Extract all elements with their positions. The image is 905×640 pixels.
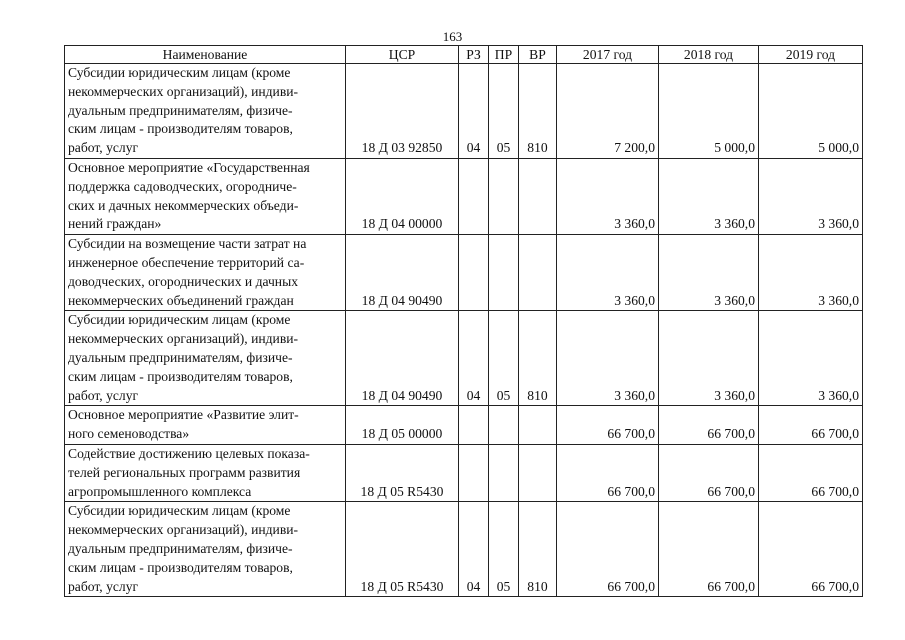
cell-name-line: работ, услуг bbox=[68, 140, 139, 156]
table-row bbox=[65, 64, 863, 159]
cell-csr: 18 Д 05 R5430 bbox=[346, 444, 459, 501]
cell-2018: 3 360,0 bbox=[659, 158, 759, 234]
cell-name bbox=[65, 311, 346, 406]
cell-csr: 18 Д 03 92850 bbox=[346, 64, 459, 159]
cell-vr bbox=[519, 444, 557, 501]
cell-2019: 66 700,0 bbox=[759, 502, 863, 597]
cell-rz: 04 bbox=[459, 311, 489, 406]
cell-rz: 04 bbox=[459, 502, 489, 597]
cell-csr: 18 Д 04 90490 bbox=[346, 311, 459, 406]
budget-table bbox=[64, 45, 863, 597]
column-header-2018: 2018 год bbox=[659, 46, 759, 64]
cell-name bbox=[65, 235, 346, 311]
cell-vr: 810 bbox=[519, 311, 557, 406]
cell-name-line: телей региональных программ развития bbox=[68, 464, 301, 480]
cell-2018: 66 700,0 bbox=[659, 406, 759, 445]
cell-name-line: дуальным предпринимателям, физиче- bbox=[68, 349, 293, 365]
cell-name-line: Субсидии на возмещение части затрат на bbox=[68, 236, 307, 252]
cell-2017: 3 360,0 bbox=[557, 311, 659, 406]
cell-name bbox=[65, 444, 346, 501]
column-header-vr: ВР bbox=[519, 46, 557, 64]
cell-name-line: Субсидии юридическим лицам (кроме bbox=[68, 503, 291, 519]
cell-name bbox=[65, 64, 346, 159]
column-header-rz: РЗ bbox=[459, 46, 489, 64]
column-header-2017: 2017 год bbox=[557, 46, 659, 64]
cell-name-line: Содействие достижению целевых показа- bbox=[68, 445, 310, 461]
cell-2019: 3 360,0 bbox=[759, 311, 863, 406]
cell-pr bbox=[489, 406, 519, 445]
cell-2017: 66 700,0 bbox=[557, 444, 659, 501]
cell-name bbox=[65, 502, 346, 597]
cell-2019: 3 360,0 bbox=[759, 158, 863, 234]
table-row bbox=[65, 444, 863, 501]
cell-name-line: Субсидии юридическим лицам (кроме bbox=[68, 312, 291, 328]
cell-name-line: нений граждан» bbox=[68, 216, 162, 232]
cell-pr bbox=[489, 444, 519, 501]
cell-pr bbox=[489, 158, 519, 234]
cell-vr: 810 bbox=[519, 64, 557, 159]
cell-vr bbox=[519, 158, 557, 234]
table-row bbox=[65, 311, 863, 406]
column-header-pr: ПР bbox=[489, 46, 519, 64]
cell-name bbox=[65, 406, 346, 445]
cell-name-line: дуальным предпринимателям, физиче- bbox=[68, 102, 293, 118]
cell-csr: 18 Д 05 R5430 bbox=[346, 502, 459, 597]
cell-2019: 5 000,0 bbox=[759, 64, 863, 159]
cell-name-line: работ, услуг bbox=[68, 387, 139, 403]
cell-csr: 18 Д 04 00000 bbox=[346, 158, 459, 234]
cell-2019: 66 700,0 bbox=[759, 406, 863, 445]
cell-name-line: некоммерческих объединений граждан bbox=[68, 292, 294, 308]
cell-rz bbox=[459, 235, 489, 311]
cell-name-line: ного семеноводства» bbox=[68, 426, 190, 442]
cell-2017: 66 700,0 bbox=[557, 502, 659, 597]
cell-vr bbox=[519, 406, 557, 445]
cell-name-line: Субсидии юридическим лицам (кроме bbox=[68, 65, 291, 80]
cell-name-line: ским лицам - производителям товаров, bbox=[68, 121, 293, 137]
column-header-name: Наименование bbox=[65, 46, 346, 64]
table-row bbox=[65, 502, 863, 597]
cell-vr bbox=[519, 235, 557, 311]
table-row bbox=[65, 158, 863, 234]
cell-name-line: ских и дачных некоммерческих объеди- bbox=[68, 197, 299, 213]
cell-name-line: Основное мероприятие «Развитие элит- bbox=[68, 407, 299, 423]
page-number: 163 bbox=[442, 29, 463, 44]
cell-rz bbox=[459, 406, 489, 445]
cell-2017: 7 200,0 bbox=[557, 64, 659, 159]
cell-pr: 05 bbox=[489, 502, 519, 597]
cell-pr: 05 bbox=[489, 311, 519, 406]
cell-name-line: ским лицам - производителям товаров, bbox=[68, 368, 293, 384]
cell-name-line: Основное мероприятие «Государственная bbox=[68, 159, 310, 175]
cell-2018: 5 000,0 bbox=[659, 64, 759, 159]
cell-2018: 66 700,0 bbox=[659, 444, 759, 501]
cell-rz bbox=[459, 158, 489, 234]
cell-2018: 66 700,0 bbox=[659, 502, 759, 597]
cell-name-line: некоммерческих организаций), индиви- bbox=[68, 83, 299, 99]
cell-2019: 66 700,0 bbox=[759, 444, 863, 501]
cell-name-line: ским лицам - производителям товаров, bbox=[68, 559, 293, 575]
cell-name-line: инженерное обеспечение территорий са- bbox=[68, 254, 305, 270]
cell-name-line: некоммерческих организаций), индиви- bbox=[68, 331, 299, 347]
cell-name-line: поддержка садоводческих, огородниче- bbox=[68, 178, 297, 194]
cell-rz: 04 bbox=[459, 64, 489, 159]
cell-vr: 810 bbox=[519, 502, 557, 597]
cell-name-line: агропромышленного комплекса bbox=[68, 483, 252, 499]
cell-name bbox=[65, 158, 346, 234]
cell-2018: 3 360,0 bbox=[659, 311, 759, 406]
table-header-row bbox=[65, 46, 863, 64]
cell-2017: 66 700,0 bbox=[557, 406, 659, 445]
cell-pr: 05 bbox=[489, 64, 519, 159]
cell-name-line: доводческих, огороднических и дачных bbox=[68, 273, 299, 289]
cell-csr: 18 Д 04 90490 bbox=[346, 235, 459, 311]
table-row bbox=[65, 235, 863, 311]
table-row bbox=[65, 406, 863, 445]
column-header-csr: ЦСР bbox=[346, 46, 459, 64]
cell-2017: 3 360,0 bbox=[557, 235, 659, 311]
cell-2017: 3 360,0 bbox=[557, 158, 659, 234]
cell-pr bbox=[489, 235, 519, 311]
column-header-2019: 2019 год bbox=[759, 46, 863, 64]
cell-2018: 3 360,0 bbox=[659, 235, 759, 311]
cell-name-line: дуальным предпринимателям, физиче- bbox=[68, 540, 293, 556]
table-body bbox=[65, 64, 863, 597]
cell-name-line: некоммерческих организаций), индиви- bbox=[68, 522, 299, 538]
cell-rz bbox=[459, 444, 489, 501]
cell-csr: 18 Д 05 00000 bbox=[346, 406, 459, 445]
cell-name-line: работ, услуг bbox=[68, 578, 139, 594]
cell-2019: 3 360,0 bbox=[759, 235, 863, 311]
